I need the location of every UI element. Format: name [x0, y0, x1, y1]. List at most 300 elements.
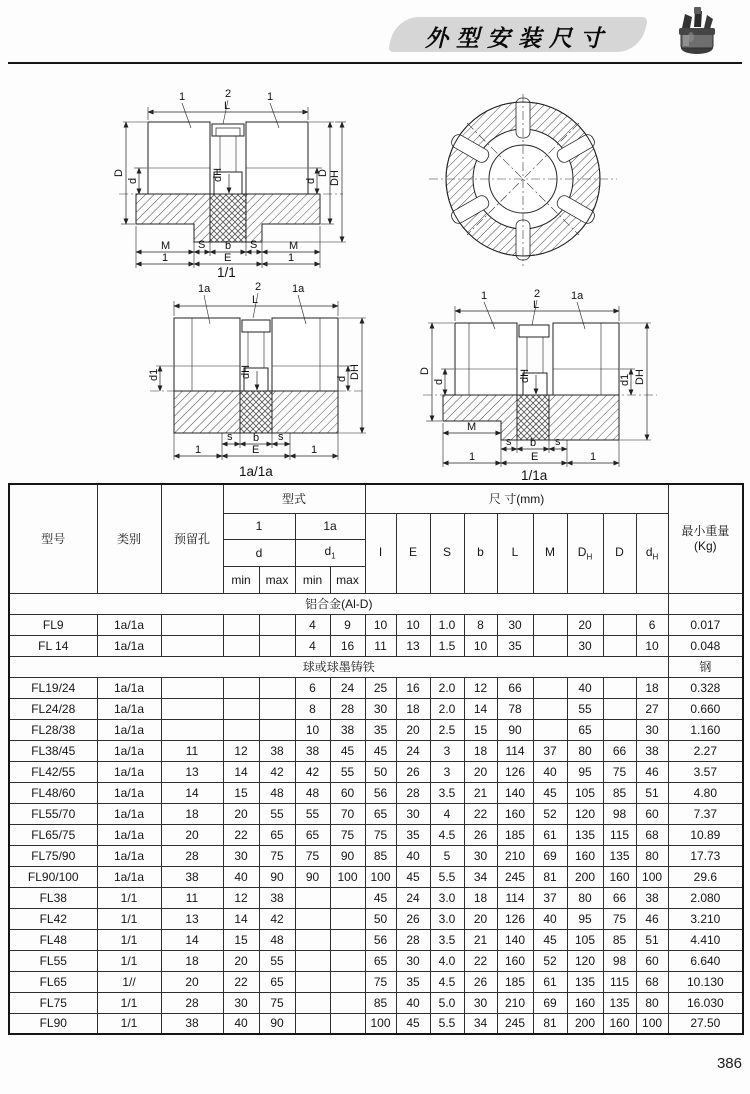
- value-cell: [161, 719, 223, 740]
- value-cell: 1a/1a: [97, 635, 161, 656]
- table-row: [9, 761, 743, 782]
- value-cell: 60: [330, 782, 365, 803]
- value-cell: 26: [464, 824, 497, 845]
- value-cell: 20: [396, 719, 430, 740]
- col-header-category: 类别: [97, 484, 161, 593]
- col-header-d-min: min: [223, 566, 259, 593]
- value-cell: [603, 677, 636, 698]
- value-cell: 210: [497, 992, 533, 1013]
- value-cell: 160: [603, 866, 636, 887]
- value-cell: 55: [567, 698, 603, 719]
- dim-E: E: [224, 252, 232, 264]
- value-cell: 26: [464, 971, 497, 992]
- value-cell: 1/1: [97, 908, 161, 929]
- value-cell: 80: [567, 887, 603, 908]
- value-cell: 30: [636, 719, 668, 740]
- model-cell: FL28/38: [9, 719, 97, 740]
- col-header-weight: [668, 484, 743, 593]
- dim-D: D: [419, 367, 431, 375]
- value-cell: [161, 614, 223, 635]
- dim-d-right: d: [305, 177, 317, 184]
- value-cell: 0.017: [668, 614, 743, 635]
- col-header-type-1: 1: [223, 513, 295, 539]
- value-cell: 30: [567, 635, 603, 656]
- model-cell: FL24/28: [9, 698, 97, 719]
- dim-d1: d1: [619, 373, 631, 386]
- drawing-section-1-1: [103, 84, 353, 278]
- part-label-1b: 1: [267, 91, 274, 103]
- value-cell: 13: [396, 635, 430, 656]
- value-cell: [533, 635, 567, 656]
- value-cell: 2.27: [668, 740, 743, 761]
- value-cell: 12: [223, 887, 259, 908]
- value-cell: 11: [365, 635, 396, 656]
- value-cell: 0.048: [668, 635, 743, 656]
- model-cell: FL 14: [9, 635, 97, 656]
- value-cell: 160: [567, 845, 603, 866]
- value-cell: [223, 635, 259, 656]
- value-cell: 75: [330, 824, 365, 845]
- value-cell: 20: [464, 761, 497, 782]
- value-cell: 24: [396, 887, 430, 908]
- value-cell: 35: [365, 719, 396, 740]
- value-cell: 35: [396, 971, 430, 992]
- value-cell: 3.57: [668, 761, 743, 782]
- model-cell: FL48: [9, 929, 97, 950]
- value-cell: 126: [497, 908, 533, 929]
- col-group-type: 型式: [223, 484, 365, 513]
- value-cell: 45: [396, 1013, 430, 1034]
- col-header-d-max: max: [259, 566, 295, 593]
- value-cell: 65: [295, 824, 330, 845]
- value-cell: [603, 719, 636, 740]
- weight-label-line1: 最小重量: [681, 523, 730, 538]
- value-cell: 28: [330, 698, 365, 719]
- material-section-label: 铝合金(Al-D): [9, 593, 668, 614]
- value-cell: 27.50: [668, 1013, 743, 1034]
- value-cell: 90: [295, 866, 330, 887]
- value-cell: 40: [567, 677, 603, 698]
- model-cell: FL9: [9, 614, 97, 635]
- value-cell: 28: [396, 929, 430, 950]
- value-cell: 3.0: [430, 908, 464, 929]
- value-cell: 80: [636, 992, 668, 1013]
- value-cell: 35: [396, 824, 430, 845]
- dim-1-right: 1: [311, 444, 318, 456]
- model-cell: FL19/24: [9, 677, 97, 698]
- value-cell: 75: [259, 992, 295, 1013]
- value-cell: 16.030: [668, 992, 743, 1013]
- value-cell: 66: [497, 677, 533, 698]
- value-cell: 20: [464, 908, 497, 929]
- col-header-M: M: [533, 513, 567, 593]
- dim-d: d: [336, 375, 348, 382]
- value-cell: 20: [567, 614, 603, 635]
- value-cell: 1a/1a: [97, 740, 161, 761]
- value-cell: 30: [497, 614, 533, 635]
- value-cell: [259, 677, 295, 698]
- value-cell: 200: [567, 866, 603, 887]
- value-cell: 114: [497, 740, 533, 761]
- value-cell: 40: [223, 866, 259, 887]
- value-cell: 65: [567, 719, 603, 740]
- dim-E: E: [531, 451, 539, 463]
- page-title: 外型安装尺寸: [425, 25, 611, 51]
- dim-b: b: [530, 437, 537, 449]
- value-cell: 1a/1a: [97, 761, 161, 782]
- drawing-front-view: [423, 90, 623, 272]
- value-cell: 75: [603, 908, 636, 929]
- value-cell: [223, 614, 259, 635]
- value-cell: 100: [365, 1013, 396, 1034]
- value-cell: 34: [464, 1013, 497, 1034]
- value-cell: 1a/1a: [97, 866, 161, 887]
- value-cell: 40: [533, 761, 567, 782]
- value-cell: [533, 677, 567, 698]
- value-cell: 18: [464, 887, 497, 908]
- value-cell: 126: [497, 761, 533, 782]
- value-cell: [533, 698, 567, 719]
- table-row: [9, 866, 743, 887]
- value-cell: 69: [533, 992, 567, 1013]
- model-cell: FL65/75: [9, 824, 97, 845]
- model-cell: FL90: [9, 1013, 97, 1034]
- table-row: [9, 635, 743, 656]
- value-cell: 160: [603, 1013, 636, 1034]
- value-cell: 45: [533, 929, 567, 950]
- value-cell: 34: [464, 866, 497, 887]
- value-cell: 14: [223, 908, 259, 929]
- value-cell: 20: [223, 950, 259, 971]
- col-header-b: b: [464, 513, 497, 593]
- value-cell: 10: [365, 614, 396, 635]
- value-cell: 160: [497, 803, 533, 824]
- col-header-d1-min: min: [295, 566, 330, 593]
- dim-M-left: M: [161, 240, 171, 252]
- part-label-2: 2: [225, 88, 232, 100]
- value-cell: 185: [497, 824, 533, 845]
- value-cell: [330, 929, 365, 950]
- value-cell: 14: [161, 782, 223, 803]
- value-cell: 1/1: [97, 929, 161, 950]
- value-cell: 42: [259, 908, 295, 929]
- value-cell: 11: [161, 887, 223, 908]
- value-cell: 11: [161, 740, 223, 761]
- value-cell: 52: [533, 950, 567, 971]
- value-cell: 30: [464, 992, 497, 1013]
- value-cell: [295, 992, 330, 1013]
- value-cell: 30: [396, 950, 430, 971]
- value-cell: 38: [295, 740, 330, 761]
- value-cell: 16: [396, 677, 430, 698]
- dim-D-left: D: [113, 169, 125, 177]
- dim-s-right: s: [555, 436, 561, 448]
- value-cell: [259, 614, 295, 635]
- value-cell: 120: [567, 803, 603, 824]
- value-cell: 80: [636, 845, 668, 866]
- dim-S-right: S: [250, 239, 258, 251]
- value-cell: [330, 908, 365, 929]
- value-cell: 14: [464, 698, 497, 719]
- value-cell: 4.0: [430, 950, 464, 971]
- part-label-1a: 1a: [571, 290, 584, 302]
- value-cell: [330, 887, 365, 908]
- value-cell: 1a/1a: [97, 782, 161, 803]
- value-cell: 98: [603, 803, 636, 824]
- col-header-d1: $d_1$: [295, 539, 365, 566]
- value-cell: 55: [330, 761, 365, 782]
- table-row: [9, 908, 743, 929]
- model-cell: FL38/45: [9, 740, 97, 761]
- value-cell: 55: [295, 803, 330, 824]
- table-row: [9, 614, 743, 635]
- drawing-section-1a-1a: [136, 276, 376, 482]
- value-cell: 30: [223, 845, 259, 866]
- value-cell: [330, 1013, 365, 1034]
- value-cell: 37: [533, 887, 567, 908]
- value-cell: 1//: [97, 971, 161, 992]
- value-cell: 1/1: [97, 887, 161, 908]
- col-header-type-1a: 1a: [295, 513, 365, 539]
- value-cell: 80: [567, 740, 603, 761]
- value-cell: 3: [430, 761, 464, 782]
- model-cell: FL90/100: [9, 866, 97, 887]
- value-cell: 210: [497, 845, 533, 866]
- value-cell: 3.5: [430, 929, 464, 950]
- col-group-size: 尺 寸(mm): [365, 484, 668, 513]
- value-cell: 140: [497, 929, 533, 950]
- value-cell: 114: [497, 887, 533, 908]
- value-cell: 4.5: [430, 824, 464, 845]
- value-cell: 40: [533, 908, 567, 929]
- value-cell: 4: [295, 635, 330, 656]
- value-cell: 21: [464, 929, 497, 950]
- value-cell: [330, 950, 365, 971]
- value-cell: 26: [396, 761, 430, 782]
- value-cell: 60: [636, 950, 668, 971]
- model-cell: FL42/55: [9, 761, 97, 782]
- value-cell: 78: [497, 698, 533, 719]
- dim-1-left: 1: [195, 444, 202, 456]
- model-cell: FL48/60: [9, 782, 97, 803]
- value-cell: 4.80: [668, 782, 743, 803]
- value-cell: 90: [259, 866, 295, 887]
- col-header-dH: $d_H$: [636, 513, 668, 593]
- dim-L: L: [533, 299, 540, 311]
- page-number: 386: [716, 1055, 742, 1072]
- dim-L: L: [224, 100, 231, 112]
- value-cell: 4.5: [430, 971, 464, 992]
- value-cell: 105: [567, 929, 603, 950]
- value-cell: 1/1: [97, 992, 161, 1013]
- value-cell: [223, 698, 259, 719]
- table-row: [9, 803, 743, 824]
- material-section-right-label: 钢: [668, 656, 743, 677]
- table-body: [9, 593, 743, 1034]
- table-row: [9, 824, 743, 845]
- value-cell: [259, 719, 295, 740]
- dim-M: M: [467, 421, 477, 433]
- value-cell: [295, 929, 330, 950]
- value-cell: 14: [223, 761, 259, 782]
- value-cell: [533, 719, 567, 740]
- material-section-row: [9, 656, 743, 677]
- value-cell: 16: [330, 635, 365, 656]
- value-cell: [603, 635, 636, 656]
- value-cell: 24: [396, 740, 430, 761]
- weight-label-line2: (Kg): [694, 538, 717, 553]
- value-cell: 61: [533, 971, 567, 992]
- col-header-E: E: [396, 513, 430, 593]
- value-cell: 45: [533, 782, 567, 803]
- value-cell: 105: [567, 782, 603, 803]
- value-cell: 40: [396, 845, 430, 866]
- value-cell: 55: [259, 803, 295, 824]
- value-cell: [295, 908, 330, 929]
- drawing-section-1-1a: [413, 283, 663, 483]
- value-cell: 38: [161, 1013, 223, 1034]
- value-cell: 70: [330, 803, 365, 824]
- dim-S-left: S: [198, 239, 206, 251]
- value-cell: 5.0: [430, 992, 464, 1013]
- value-cell: 245: [497, 1013, 533, 1034]
- value-cell: 30: [396, 803, 430, 824]
- value-cell: 1a/1a: [97, 845, 161, 866]
- value-cell: 4: [430, 803, 464, 824]
- value-cell: 30: [365, 698, 396, 719]
- value-cell: 135: [603, 992, 636, 1013]
- table-row: [9, 992, 743, 1013]
- value-cell: 6.640: [668, 950, 743, 971]
- dim-D-right: D: [317, 169, 329, 177]
- value-cell: 2.0: [430, 677, 464, 698]
- value-cell: [161, 635, 223, 656]
- value-cell: 1a/1a: [97, 698, 161, 719]
- dim-M-right: M: [289, 240, 299, 252]
- dim-s-left: s: [506, 436, 512, 448]
- value-cell: 13: [161, 761, 223, 782]
- value-cell: 1a/1a: [97, 803, 161, 824]
- value-cell: 85: [603, 782, 636, 803]
- value-cell: 18: [161, 803, 223, 824]
- value-cell: 200: [567, 1013, 603, 1034]
- value-cell: 66: [603, 887, 636, 908]
- part-label-1: 1: [481, 290, 488, 302]
- value-cell: 61: [533, 824, 567, 845]
- value-cell: 85: [365, 992, 396, 1013]
- dim-d1: d1: [148, 368, 160, 381]
- value-cell: [330, 992, 365, 1013]
- value-cell: 2.080: [668, 887, 743, 908]
- value-cell: 185: [497, 971, 533, 992]
- value-cell: 38: [636, 740, 668, 761]
- value-cell: 27: [636, 698, 668, 719]
- coupling-photo-icon: [671, 6, 723, 58]
- model-cell: FL65: [9, 971, 97, 992]
- value-cell: 20: [223, 803, 259, 824]
- value-cell: 5.5: [430, 866, 464, 887]
- value-cell: 15: [464, 719, 497, 740]
- value-cell: 28: [396, 782, 430, 803]
- value-cell: 115: [603, 971, 636, 992]
- value-cell: 20: [161, 824, 223, 845]
- value-cell: 3.210: [668, 908, 743, 929]
- table-row: [9, 887, 743, 908]
- value-cell: 3: [430, 740, 464, 761]
- dim-DH: DH: [349, 364, 361, 380]
- value-cell: 20: [161, 971, 223, 992]
- value-cell: 18: [464, 740, 497, 761]
- part-label-1: 1: [179, 91, 186, 103]
- value-cell: 120: [567, 950, 603, 971]
- value-cell: 48: [259, 929, 295, 950]
- value-cell: 1.0: [430, 614, 464, 635]
- value-cell: 75: [295, 845, 330, 866]
- value-cell: [295, 950, 330, 971]
- value-cell: 81: [533, 1013, 567, 1034]
- value-cell: [295, 887, 330, 908]
- table-row: [9, 1013, 743, 1034]
- dim-s-right: s: [278, 431, 284, 443]
- value-cell: 85: [365, 845, 396, 866]
- value-cell: [295, 971, 330, 992]
- dim-1-left: 1: [469, 451, 476, 463]
- value-cell: 7.37: [668, 803, 743, 824]
- table-row: [9, 971, 743, 992]
- value-cell: [259, 698, 295, 719]
- dim-b: b: [253, 432, 260, 444]
- value-cell: 65: [259, 971, 295, 992]
- value-cell: 75: [603, 761, 636, 782]
- value-cell: 45: [330, 740, 365, 761]
- model-cell: FL38: [9, 887, 97, 908]
- value-cell: [259, 635, 295, 656]
- value-cell: 25: [365, 677, 396, 698]
- value-cell: 22: [464, 803, 497, 824]
- value-cell: 51: [636, 782, 668, 803]
- value-cell: 35: [497, 635, 533, 656]
- value-cell: 38: [636, 887, 668, 908]
- model-cell: FL55/70: [9, 803, 97, 824]
- value-cell: 75: [365, 824, 396, 845]
- value-cell: 245: [497, 866, 533, 887]
- value-cell: 65: [365, 803, 396, 824]
- value-cell: 135: [567, 971, 603, 992]
- part-label-2: 2: [255, 281, 262, 293]
- value-cell: 1.5: [430, 635, 464, 656]
- value-cell: 30: [223, 992, 259, 1013]
- value-cell: 69: [533, 845, 567, 866]
- value-cell: 98: [603, 950, 636, 971]
- value-cell: 15: [223, 782, 259, 803]
- table-row: [9, 929, 743, 950]
- value-cell: 12: [464, 677, 497, 698]
- value-cell: 18: [161, 950, 223, 971]
- value-cell: 85: [603, 929, 636, 950]
- header-divider: [8, 62, 742, 64]
- value-cell: 40: [223, 1013, 259, 1034]
- value-cell: 75: [259, 845, 295, 866]
- material-section-right-label: [668, 593, 743, 614]
- table-row: [9, 698, 743, 719]
- table-row: [9, 950, 743, 971]
- value-cell: 65: [259, 824, 295, 845]
- value-cell: 46: [636, 761, 668, 782]
- value-cell: 28: [161, 992, 223, 1013]
- dim-DH: DH: [634, 369, 646, 385]
- dim-dH: dH: [212, 167, 224, 182]
- value-cell: 65: [365, 950, 396, 971]
